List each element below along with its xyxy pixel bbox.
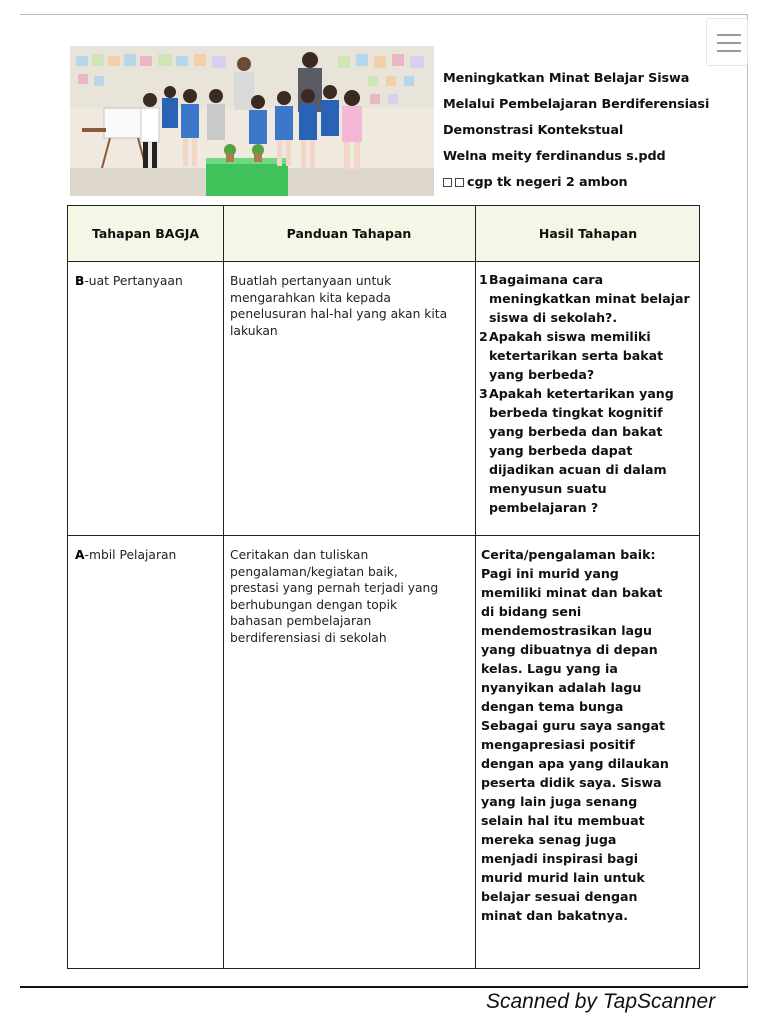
document-header (443, 66, 743, 196)
footer-divider (20, 986, 748, 988)
top-divider (20, 14, 748, 15)
right-divider (747, 14, 748, 988)
row-divider (68, 535, 699, 536)
stage-letter: A (75, 548, 85, 562)
header-subtitle: Melalui Pembelajaran Berdiferensiasi (443, 97, 710, 112)
column-header-guide: Panduan Tahapan (286, 226, 412, 241)
scanner-watermark: Scanned by TapScanner (486, 990, 716, 1013)
stage-name: -uat Pertanyaan (84, 274, 183, 288)
stage-cell-a (75, 547, 220, 564)
column-divider (475, 206, 476, 968)
empty-square-icon (455, 178, 464, 187)
question-item: 3 Apakah ketertarikan yang berbeda tingkat kognitif yang berbeda dan bakat yang berbeda dapat dijadikan acuan di dalam menyusun suatu pembelajaran ? (479, 386, 674, 515)
classroom-photo (70, 46, 434, 196)
column-header-result: Hasil Tahapan (538, 226, 638, 241)
bagja-table (67, 205, 700, 969)
stage-name: -mbil Pelajaran (84, 548, 177, 562)
result-cell-story: Cerita/pengalaman baik: Pagi ini murid yang memiliki minat dan bakat di bidang seni mendemostrasikan lagu yang dibuatnya di depan kelas. Lagu yang ia nyanyikan adalah lagu dengan tema bunga Sebagai guru saya sangat mengapresiasi positif dengan apa yang dilaukan peserta didik saya. Siswa yang lain juga senang selain hal itu membuat mereka senag juga menjadi inspirasi bagi murid murid lain untuk belajar sesuai dengan minat dan bakatnya. (481, 547, 669, 923)
header-school (443, 170, 743, 196)
hamburger-menu-icon[interactable] (706, 18, 748, 66)
header-title: Meningkatkan Minat Belajar Siswa (443, 71, 690, 86)
guide-cell: Buatlah pertanyaan untuk mengarahkan kita kepada penelusuran hal-hal yang akan kita lakukan (230, 274, 448, 338)
stage-letter: B (75, 274, 85, 288)
header-method: Demonstrasi Kontekstual (443, 123, 624, 138)
header-author: Welna meity ferdinandus s.pdd (443, 149, 666, 164)
header-school-label: cgp tk negeri 2 ambon (467, 175, 628, 190)
column-divider (223, 206, 224, 968)
empty-square-icon (443, 178, 452, 187)
column-header-stage: Tahapan BAGJA (91, 226, 200, 241)
question-item: 2 Apakah siswa memiliki ketertarikan serta bakat yang berbeda? (479, 329, 664, 382)
row-divider (68, 261, 699, 262)
guide-cell: Ceritakan dan tuliskan pengalaman/kegiatan baik, prestasi yang pernah terjadi yang berhubungan dengan topik bahasan pembelajaran berdiferensiasi di sekolah (230, 548, 439, 645)
stage-cell-b (75, 273, 220, 290)
result-cell-questions (479, 270, 697, 517)
question-item: 1 Bagaimana cara meningkatkan minat belajar siswa di sekolah?. (479, 272, 690, 325)
